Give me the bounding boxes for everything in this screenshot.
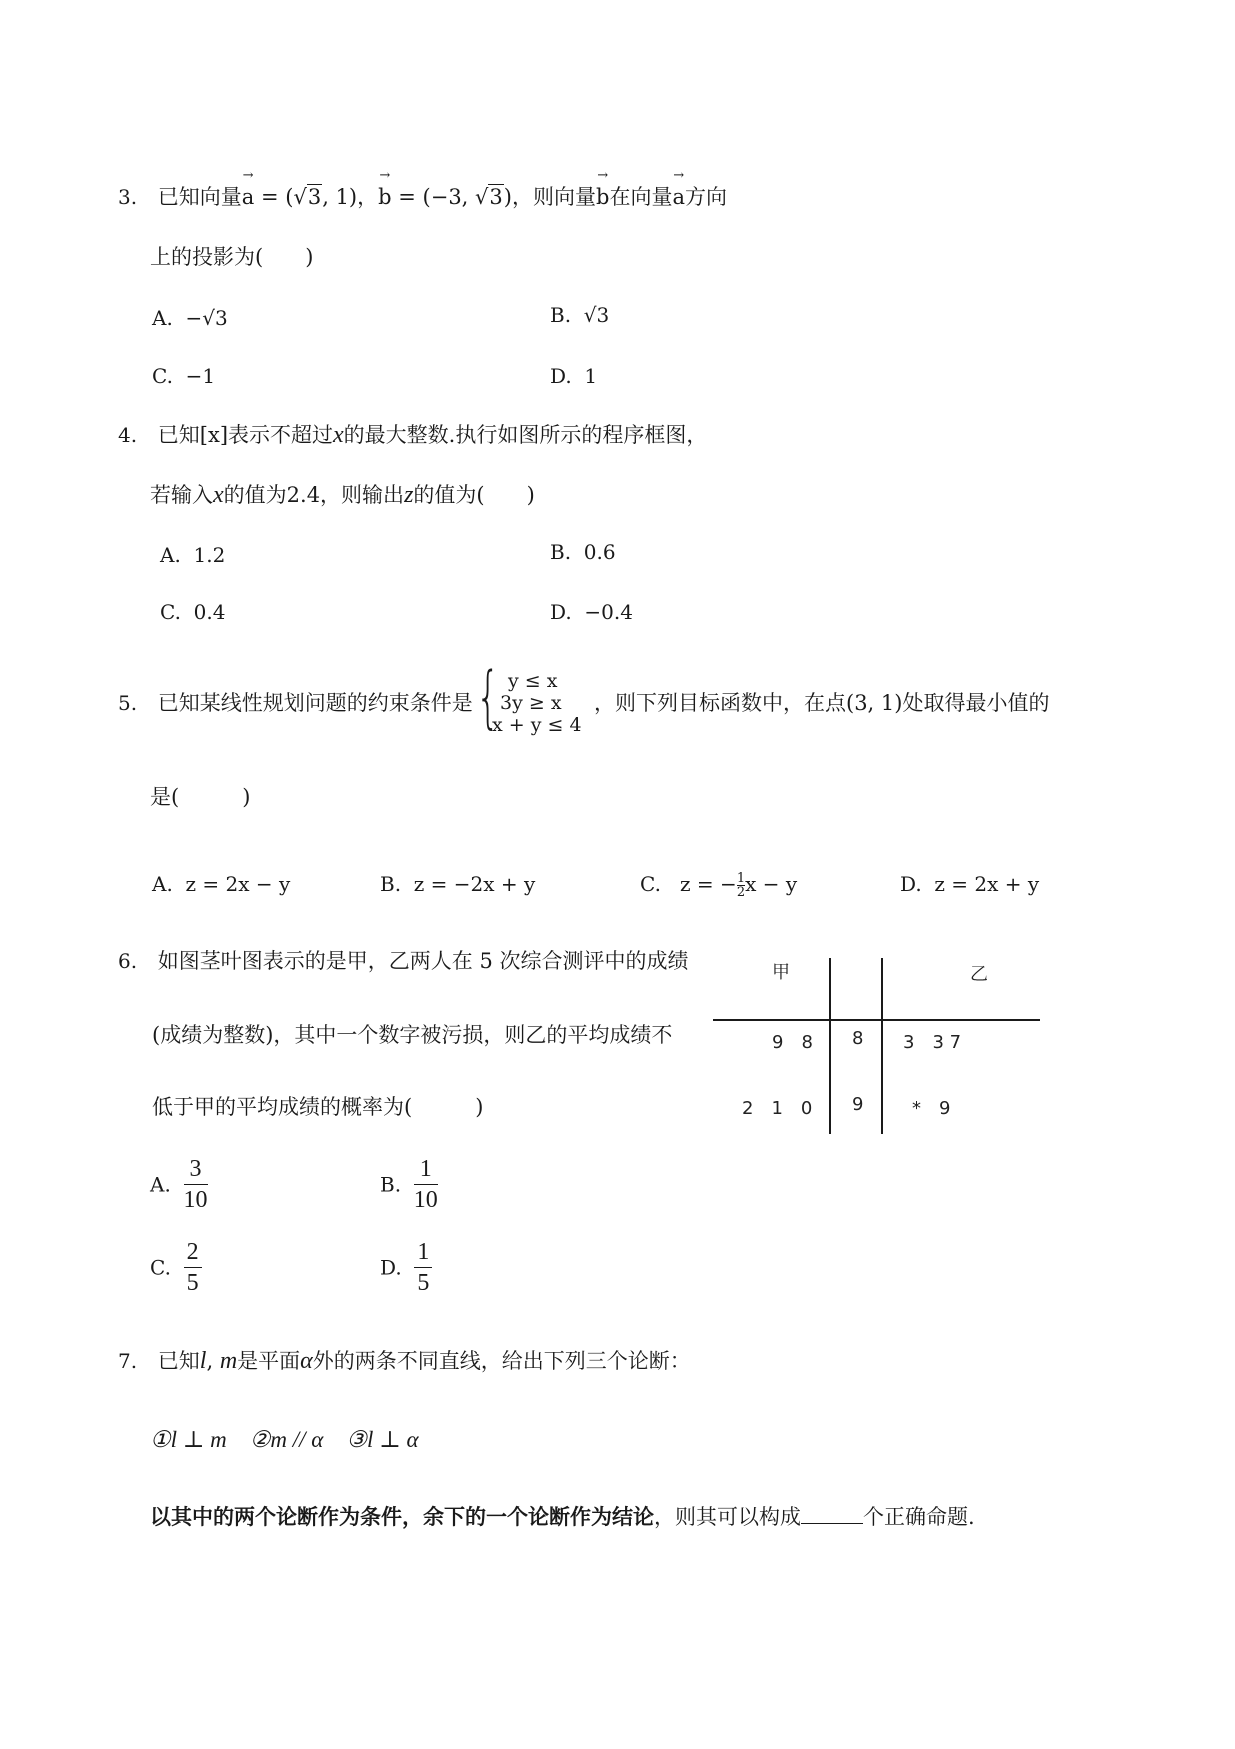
q4-option-d[interactable]: D. −0.4 xyxy=(550,600,633,624)
fraction-half: $\frac{1}{2}$ xyxy=(736,871,746,900)
q4-option-b[interactable]: B. 0.6 xyxy=(550,540,616,564)
q4-text-a: 已知[x]表示不超过 xyxy=(157,423,334,447)
vector-a-2: → a xyxy=(672,168,685,209)
q6-text-1: 如图茎叶图表示的是甲，乙两人在 5 次综合测评中的成绩 xyxy=(157,949,689,973)
plot-row1-stem: 8 xyxy=(852,1028,864,1049)
plot-right-header: 乙 xyxy=(970,964,988,985)
q5-option-d[interactable]: D. z = 2x + y xyxy=(900,872,1040,896)
q4-number: 4. xyxy=(118,423,138,447)
q5-option-c[interactable]: C. z = − $\frac{1}{2}x - y$ xyxy=(640,871,798,900)
q5-number: 5. xyxy=(118,691,138,715)
fraction-1-5: $\frac{1}{5}$ xyxy=(414,1237,432,1298)
plot-row1-left: 9 8 xyxy=(772,1032,813,1053)
q4-line1 xyxy=(118,420,707,450)
q7-line3: 以其中的两个论断作为条件，余下的一个论断作为结论，则其可以构成 个正确命题. xyxy=(150,1505,975,1529)
q3-end: 方向 xyxy=(684,185,727,209)
sqrt-3-b: √3 xyxy=(475,185,503,209)
q5-text-a: 已知某线性规划问题的约束条件是 xyxy=(157,691,473,715)
q3-text: 已知向量 xyxy=(157,185,242,209)
plot-row2-stem: 9 xyxy=(852,1094,864,1115)
q3-b-close: )，则向量 xyxy=(503,185,596,209)
var-l: l xyxy=(199,1348,207,1374)
var-alpha: α xyxy=(300,1348,313,1374)
q3-option-a[interactable]: A. −√3 xyxy=(152,306,228,330)
q5-text-b: ，则下列目标函数中，在点(3, 1)处取得最小值的 xyxy=(594,691,1050,715)
sqrt-3: √3 xyxy=(293,185,322,209)
plot-left-header: 甲 xyxy=(772,962,790,983)
vector-b: → b xyxy=(378,168,392,209)
q5-option-a[interactable]: A. z = 2x − y xyxy=(152,872,291,896)
q4-option-a[interactable]: A. 1.2 xyxy=(160,543,226,567)
q7-bold-text: 以其中的两个论断作为条件，余下的一个论断作为结论 xyxy=(150,1505,654,1529)
var-x: x xyxy=(333,422,344,448)
constraint-1: y ≤ x xyxy=(508,670,558,692)
constraint-system xyxy=(492,670,582,736)
q7-number: 7. xyxy=(118,1349,138,1373)
q6-option-a[interactable]: A. $\frac{3}{10}$ xyxy=(150,1156,208,1213)
q3-line1 xyxy=(118,168,727,212)
q6-option-c[interactable]: C. $\frac{2}{5}$ xyxy=(150,1237,202,1298)
var-x-2: x xyxy=(213,482,224,508)
q4-text-b: 的最大整数.执行如图所示的程序框图， xyxy=(343,423,708,447)
q6-line3: 低于甲的平均成绩的概率为( ) xyxy=(152,1095,484,1119)
q7-line1: 7. 已知l, m是平面α外的两条不同直线，给出下列三个论断： xyxy=(118,1348,691,1374)
q3-option-c[interactable]: C. −1 xyxy=(152,364,216,388)
plot-row2-left: 2 1 0 xyxy=(742,1098,813,1119)
q4-line2: 若输入x的值为2.4，则输出z的值为( ) xyxy=(150,482,535,508)
plot-left-divider xyxy=(829,958,831,1134)
q3-eq: = ( xyxy=(254,185,294,209)
q7-statements xyxy=(150,1425,419,1455)
constraint-2: 3y ≥ x xyxy=(500,692,562,714)
q6-line1 xyxy=(118,946,689,976)
statement-3: ③l ⊥ α xyxy=(346,1427,419,1452)
q6-option-b[interactable]: B. $\frac{1}{10}$ xyxy=(380,1156,438,1213)
q4-option-c[interactable]: C. 0.4 xyxy=(160,600,226,624)
plot-row2-right: * 9 xyxy=(912,1098,951,1119)
constraint-3: x + y ≤ 4 xyxy=(492,714,582,736)
statement-1: ①l ⊥ m xyxy=(150,1427,227,1452)
fraction-3-10: $\frac{3}{10}$ xyxy=(183,1156,208,1213)
q6-line2: (成绩为整数)，其中一个数字被污损，则乙的平均成绩不 xyxy=(152,1023,673,1047)
q6-option-d[interactable]: D. $\frac{1}{5}$ xyxy=(380,1237,432,1298)
fraction-1-10: $\frac{1}{10}$ xyxy=(413,1156,438,1213)
q6-number: 6. xyxy=(118,949,138,973)
q5-line1a xyxy=(118,688,473,718)
plot-row1-right: 3 3 7 xyxy=(903,1032,962,1053)
q5-option-b[interactable]: B. z = −2x + y xyxy=(380,872,536,896)
vector-b-2: → b xyxy=(596,168,610,209)
answer-blank[interactable] xyxy=(801,1503,863,1524)
plot-right-divider xyxy=(881,958,883,1134)
q3-option-b[interactable]: B. √3 xyxy=(550,303,610,327)
plot-horizontal-line xyxy=(713,1019,1040,1021)
q3-a-rest: , 1)， xyxy=(322,185,379,209)
q3-b-eq: = (−3, xyxy=(391,185,476,209)
q5-line2: 是( ) xyxy=(150,785,251,809)
var-z: z xyxy=(404,482,414,508)
statement-2: ②m // α xyxy=(249,1427,324,1452)
vector-a: → a xyxy=(241,168,255,209)
var-m: m xyxy=(219,1348,238,1374)
q3-option-d[interactable]: D. 1 xyxy=(550,364,598,388)
constraint-brace: { xyxy=(476,658,500,737)
fraction-2-5: $\frac{2}{5}$ xyxy=(184,1237,202,1298)
q3-number: 3. xyxy=(118,185,138,209)
q3-line2: 上的投影为( ) xyxy=(150,245,314,269)
q3-mid: 在向量 xyxy=(609,185,673,209)
